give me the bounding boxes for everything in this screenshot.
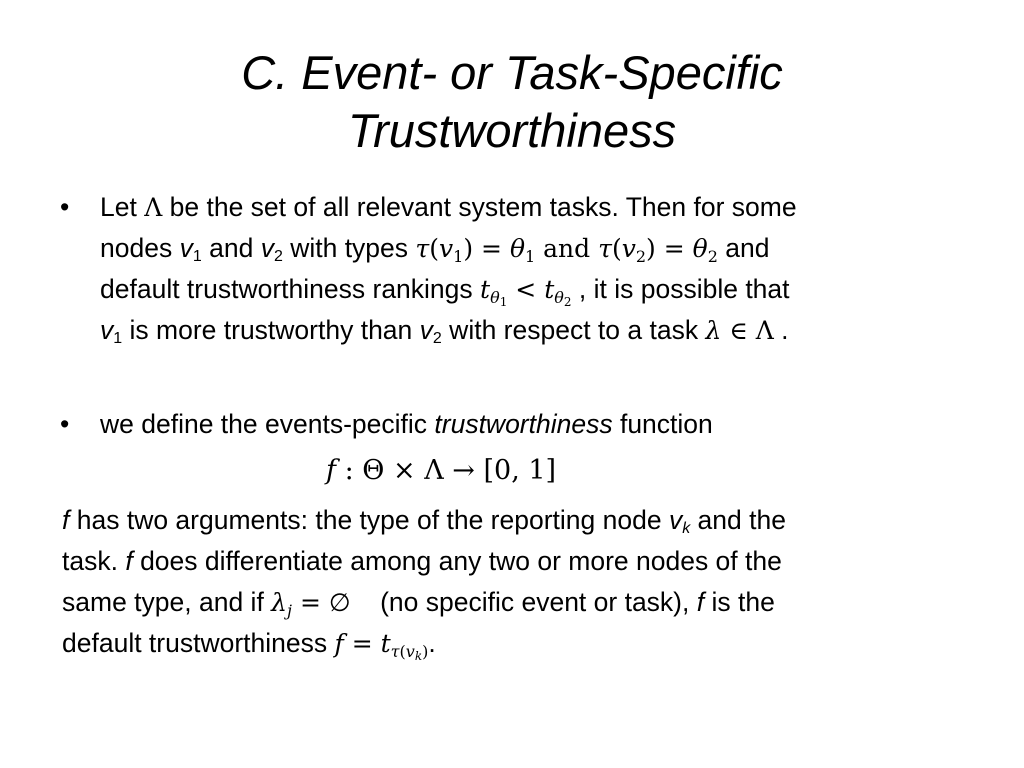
para-line-2: task. f does differentiate among any two or more nodes of the xyxy=(62,546,782,576)
task-membership: λ ∈ Λ xyxy=(705,316,774,345)
bullet-dot: • xyxy=(60,192,70,222)
type-equation: $\tau(v_1) = \theta_1$ and $\tau(v_2) = \theta_2$ xyxy=(415,234,718,266)
ranking-inequality: $t_{\theta_1} < t_{\theta_2}$ xyxy=(480,275,572,309)
bullet-dot: • xyxy=(60,409,70,439)
bullet-2-text: we define the events-pecific trustworthiness function xyxy=(100,409,713,439)
explanation-paragraph xyxy=(62,500,962,664)
para-line-4: default trustworthiness $f = t_{\tau(v_k)}$. xyxy=(62,623,962,664)
empty-task-condition: $\lambda_j$ = ∅ xyxy=(271,588,351,620)
slide-title xyxy=(112,44,912,160)
title-line-1: C. Event- or Task-Specific xyxy=(241,46,783,99)
bullet-1-line-2: nodes $v_1$ and $v_2$ with types $\tau(v_1) = \theta_1$ and $\tau(v_2) = \theta_2$ and xyxy=(100,228,960,269)
bullet-1-line-4: $v_1$ is more trustworthy than $v_2$ with respect to a task λ ∈ Λ . xyxy=(100,310,960,351)
bullet-1 xyxy=(60,187,960,357)
default-trust-equation: $f = t_{\tau(v_k)}$ xyxy=(334,629,429,663)
para-line-1: f has two arguments: the type of the reporting node $v_k$ and the xyxy=(62,505,786,537)
title-line-2: Trustworthiness xyxy=(347,104,677,157)
trustworthiness-function-formula: f : Θ × Λ → [0, 1] xyxy=(326,455,557,486)
bullet-1-line-3: default trustworthiness rankings $t_{\theta_1} < t_{\theta_2}$ , it is possible that xyxy=(100,269,960,310)
para-line-3: same type, and if $\lambda_j$ = ∅ (no specific event or task), f is the xyxy=(62,582,962,623)
bullet-1-text xyxy=(100,187,960,351)
bullet-2 xyxy=(60,404,960,448)
lambda-set-symbol: Λ xyxy=(144,193,163,222)
bullet-1-line-1: Let Λ be the set of all relevant system tasks. Then for some xyxy=(100,187,960,228)
